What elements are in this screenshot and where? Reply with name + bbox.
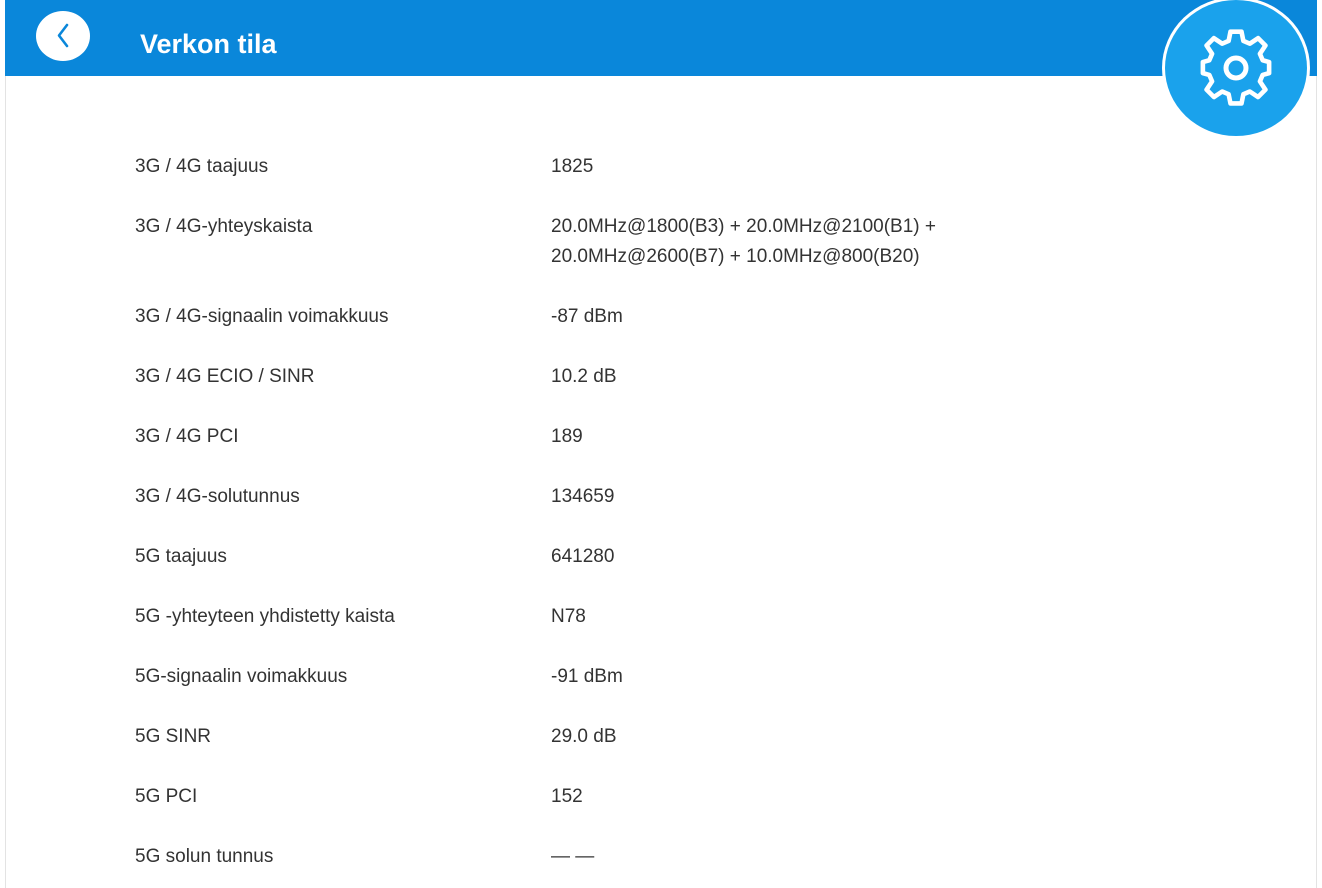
row-value: 29.0 dB: [551, 726, 617, 747]
row-value-line2: 20.0MHz@2600(B7) + 10.0MHz@800(B20): [551, 246, 920, 267]
row-value: 20.0MHz@1800(B3) + 20.0MHz@2100(B1) +: [551, 216, 936, 237]
row-label: 5G -yhteyteen yhdistetty kaista: [135, 606, 395, 627]
back-button[interactable]: [36, 11, 90, 61]
row-value: 152: [551, 786, 583, 807]
row-value: -91 dBm: [551, 666, 623, 687]
row-label: 3G / 4G-signaalin voimakkuus: [135, 306, 389, 327]
row-value: 189: [551, 426, 583, 447]
row-value: N78: [551, 606, 586, 627]
row-label: 5G SINR: [135, 726, 212, 747]
row-value: 10.2 dB: [551, 366, 617, 387]
row-value: — —: [551, 846, 595, 867]
row-label: 5G PCI: [135, 786, 198, 807]
row-label: 5G solun tunnus: [135, 846, 274, 867]
row-label: 3G / 4G PCI: [135, 426, 239, 447]
row-value: -87 dBm: [551, 306, 623, 327]
row-label: 3G / 4G ECIO / SINR: [135, 366, 315, 387]
gear-icon: [1165, 0, 1307, 136]
row-value: 134659: [551, 486, 615, 507]
row-value: 641280: [551, 546, 615, 567]
page-title: Verkon tila: [140, 29, 277, 59]
row-label: 5G taajuus: [135, 546, 227, 567]
row-label: 3G / 4G-yhteyskaista: [135, 216, 313, 237]
settings-button[interactable]: [1165, 0, 1307, 136]
row-label: 3G / 4G-solutunnus: [135, 486, 300, 507]
row-label: 3G / 4G taajuus: [135, 156, 269, 177]
row-label: 5G-signaalin voimakkuus: [135, 666, 348, 687]
row-value: 1825: [551, 156, 594, 177]
chevron-left-icon: [36, 11, 90, 61]
